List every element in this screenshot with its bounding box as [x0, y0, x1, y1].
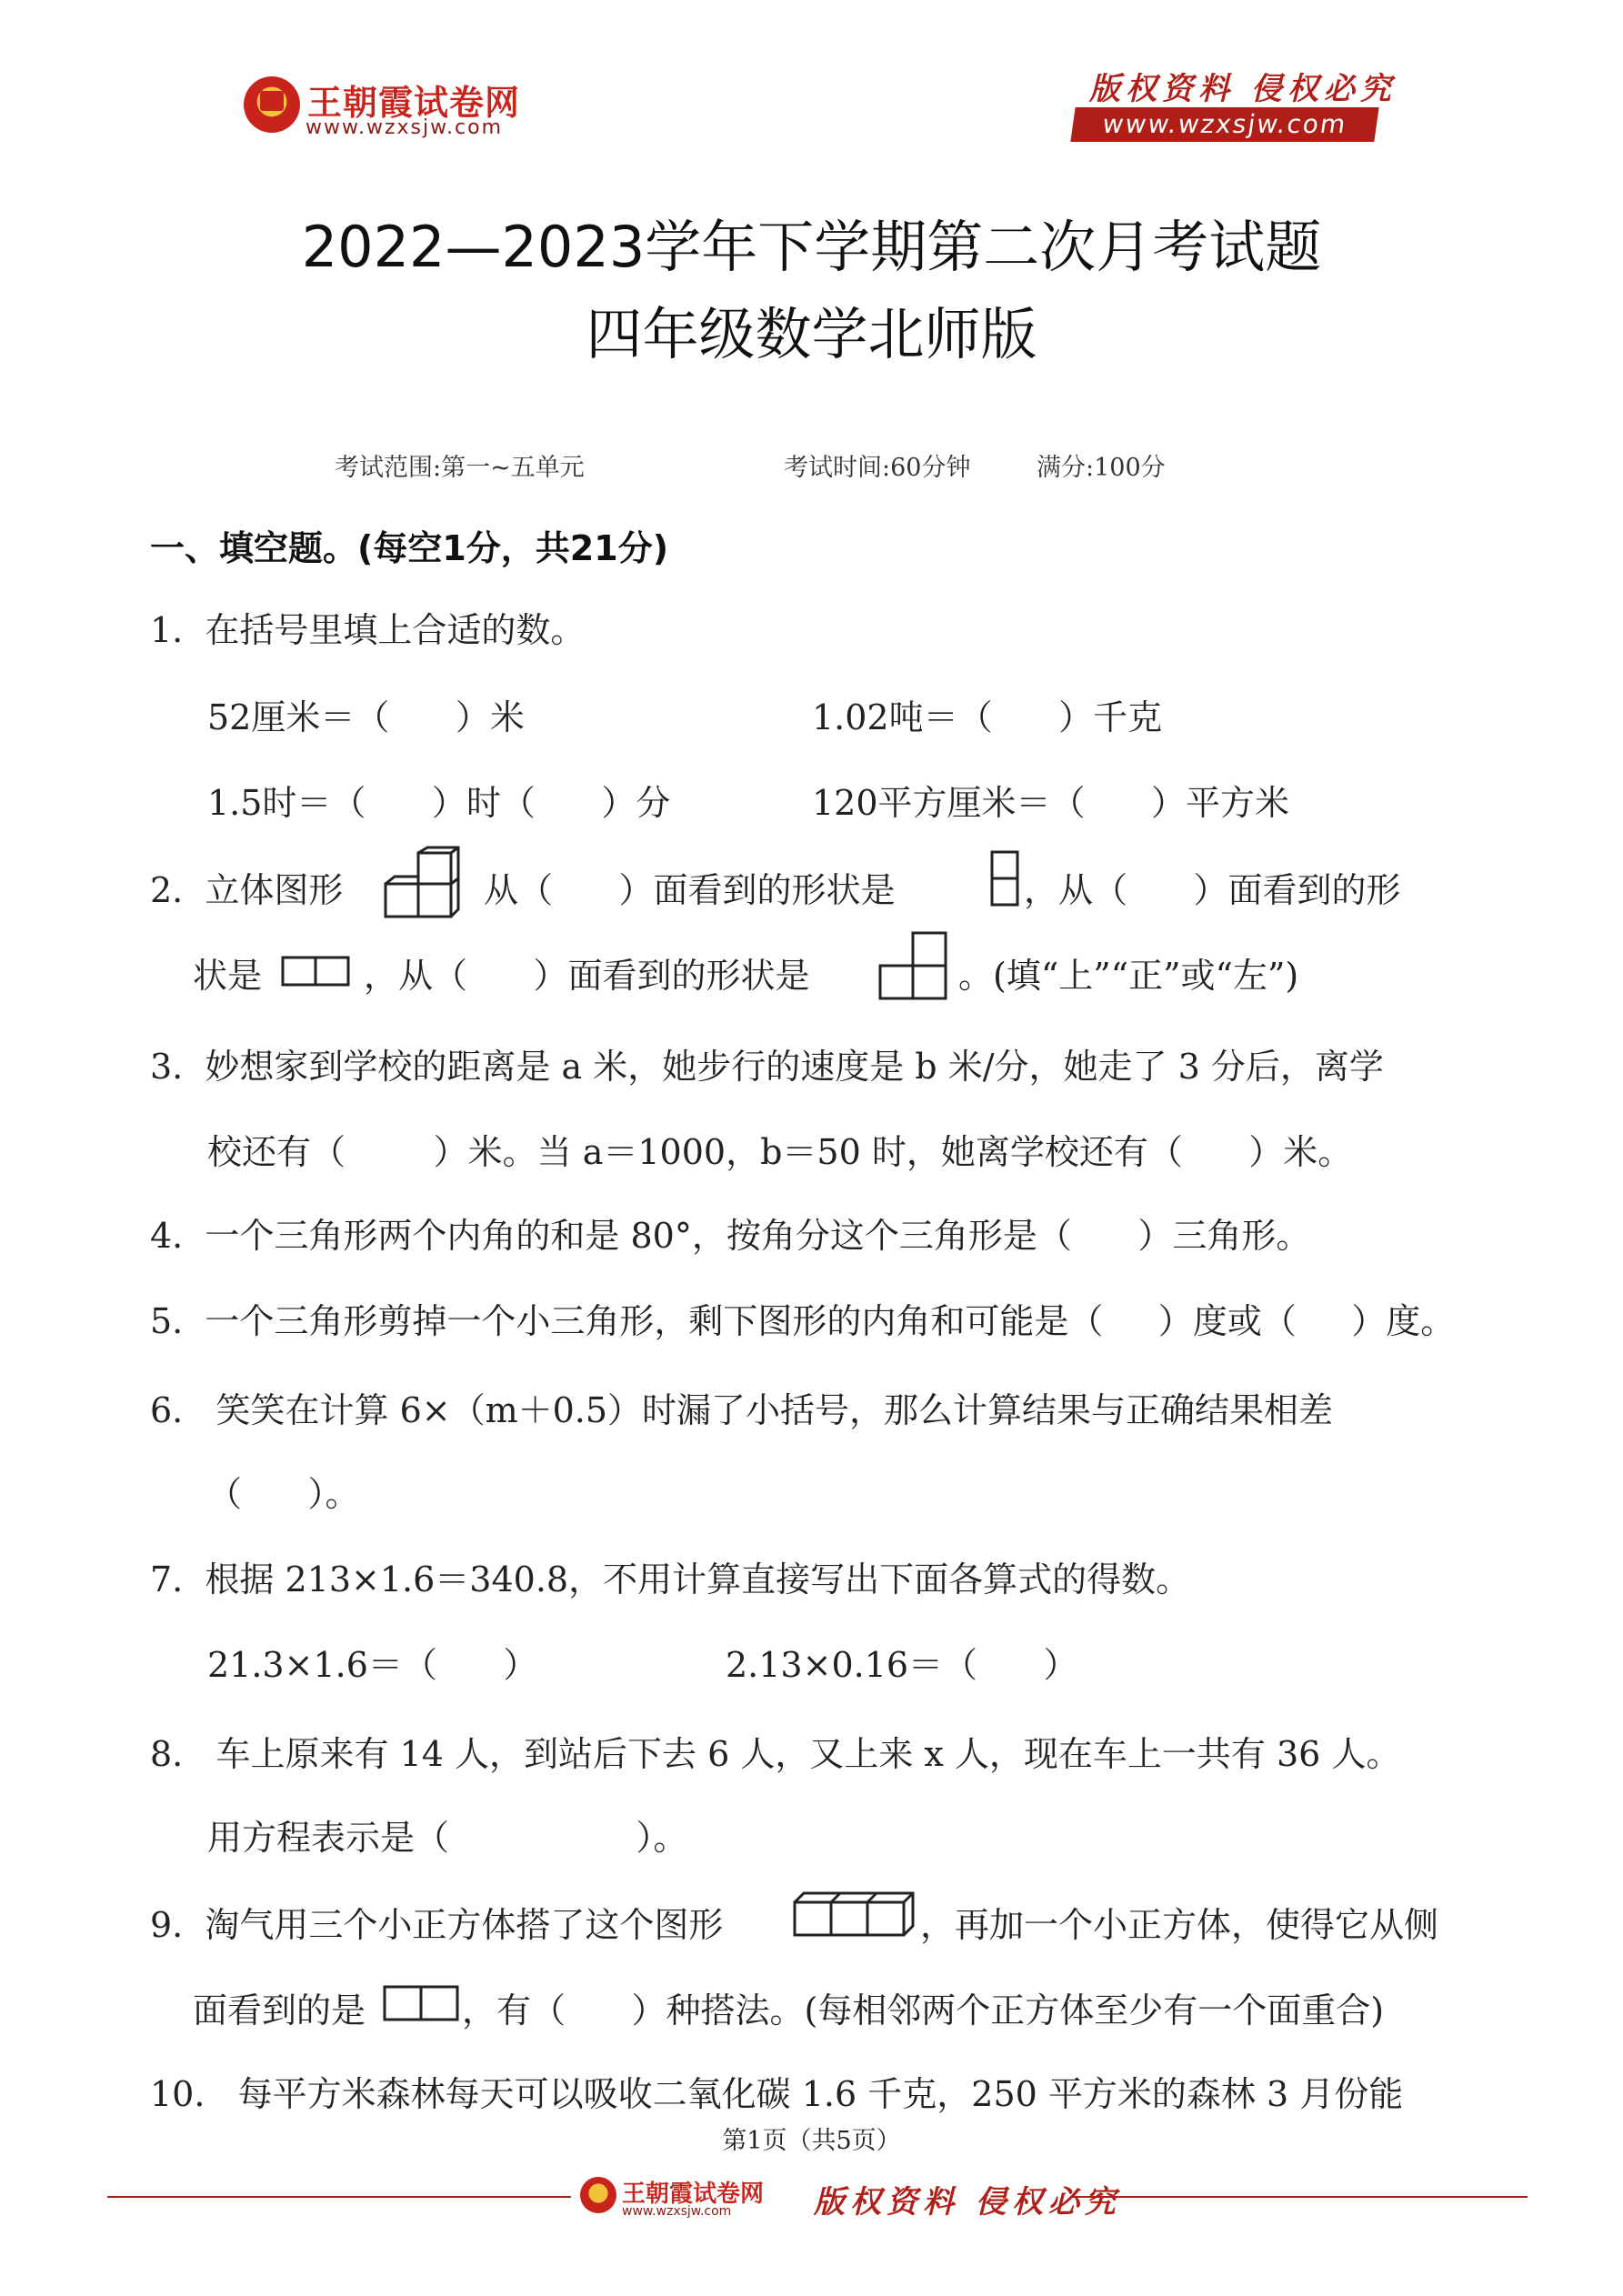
- q1-item-d: 120平方厘米＝（ ）平方米: [812, 783, 1290, 823]
- exam-subtitle: 四年级数学北师版: [586, 301, 1037, 367]
- q10-line1: 10. 每平方米森林每天可以吸收二氧化碳 1.6 千克，250 平方米的森林 3 月份能: [150, 2074, 1404, 2114]
- q8-line1: 8. 车上原来有 14 人，到站后下去 6 人，又上来 x 人，现在车上一共有 36 人。: [150, 1734, 1401, 1774]
- q5: 5. 一个三角形剪掉一个小三角形，剩下图形的内角和可能是（ ）度或（ ）度。: [150, 1301, 1456, 1341]
- view-shape-horizontal-figure: [280, 953, 353, 989]
- q1-stem: 1. 在括号里填上合适的数。: [150, 610, 586, 650]
- footer-logo-emblem-icon: [580, 2177, 616, 2213]
- q6-line1: 6. 笑笑在计算 6×（m＋0.5）时漏了小括号，那么计算结果与正确结果相差: [150, 1390, 1334, 1430]
- q2-part3: ，从（ ）面看到的形: [1024, 870, 1401, 910]
- logo-emblem-icon: [244, 76, 300, 133]
- view-shape-l-figure: [877, 929, 951, 1004]
- footer-logo-name: 王朝霞试卷网: [622, 2181, 765, 2208]
- logo-name: 王朝霞试卷网: [307, 83, 521, 123]
- q3-line2: 校还有（ ）米。当 a＝1000，b＝50 时，她离学校还有（ ）米。: [207, 1132, 1353, 1172]
- q4: 4. 一个三角形两个内角的和是 80°，按角分这个三角形是（ ）三角形。: [150, 1216, 1311, 1256]
- q2-part2: 从（ ）面看到的形状是: [484, 870, 896, 910]
- footer-divider-right: [1073, 2196, 1528, 2198]
- copyright-url: www.wzxsjw.com: [1070, 107, 1378, 142]
- q1-item-b: 1.02吨＝（ ）千克: [812, 697, 1163, 737]
- cube-stack-figure: [382, 846, 460, 920]
- q2-part5: ，从（ ）面看到的形状是: [364, 956, 810, 996]
- q1-item-a: 52厘米＝（ ）米: [207, 697, 525, 737]
- exam-score: 满分:100分: [1037, 454, 1166, 482]
- view-shape-vertical-figure: [989, 849, 1020, 907]
- q8-line2: 用方程表示是（ ）。: [207, 1818, 688, 1858]
- page-number: 第1页（共5页）: [722, 2127, 901, 2155]
- footer-copyright: 版权资料 侵权必究: [814, 2184, 1121, 2221]
- q9-part2: ，再加一个小正方体，使得它从侧: [920, 1905, 1439, 1945]
- q7-item-b: 2.13×0.16＝（ ）: [726, 1645, 1078, 1685]
- exam-time: 考试时间:60分钟: [784, 454, 971, 482]
- exam-title: 2022—2023学年下学期第二次月考试题: [301, 214, 1322, 280]
- three-cubes-row-figure: [791, 1890, 918, 1939]
- exam-range: 考试范围:第一~五单元: [335, 454, 585, 482]
- q2-part1: 2. 立体图形: [150, 870, 344, 910]
- q9-part1: 9. 淘气用三个小正方体搭了这个图形: [150, 1905, 724, 1945]
- q1-item-c: 1.5时＝（ ）时（ ）分: [207, 783, 671, 823]
- q6-line2: （ ）。: [207, 1474, 360, 1514]
- copyright-notice: 版权资料 侵权必究: [1089, 71, 1397, 107]
- side-view-two-squares-figure: [382, 1982, 462, 2022]
- q3-line1: 3. 妙想家到学校的距离是 a 米，她步行的速度是 b 米/分，她走了 3 分后，离学: [150, 1047, 1384, 1087]
- q2-part6: 。(填“上”“正”或“左”): [958, 956, 1299, 996]
- q2-part4: 状是: [193, 956, 263, 996]
- q9-part3: 面看到的是: [193, 1990, 366, 2030]
- q7-stem: 7. 根据 213×1.6＝340.8，不用计算直接写出下面各算式的得数。: [150, 1559, 1191, 1599]
- footer-logo-url: www.wzxsjw.com: [622, 2204, 732, 2219]
- logo-url: www.wzxsjw.com: [306, 116, 504, 139]
- section-heading: 一、填空题。(每空1分，共21分): [150, 528, 669, 568]
- q9-part4: ，有（ ）种搭法。(每相邻两个正方体至少有一个面重合): [462, 1990, 1385, 2030]
- footer-divider-left: [107, 2196, 571, 2198]
- q7-item-a: 21.3×1.6＝（ ）: [207, 1645, 538, 1685]
